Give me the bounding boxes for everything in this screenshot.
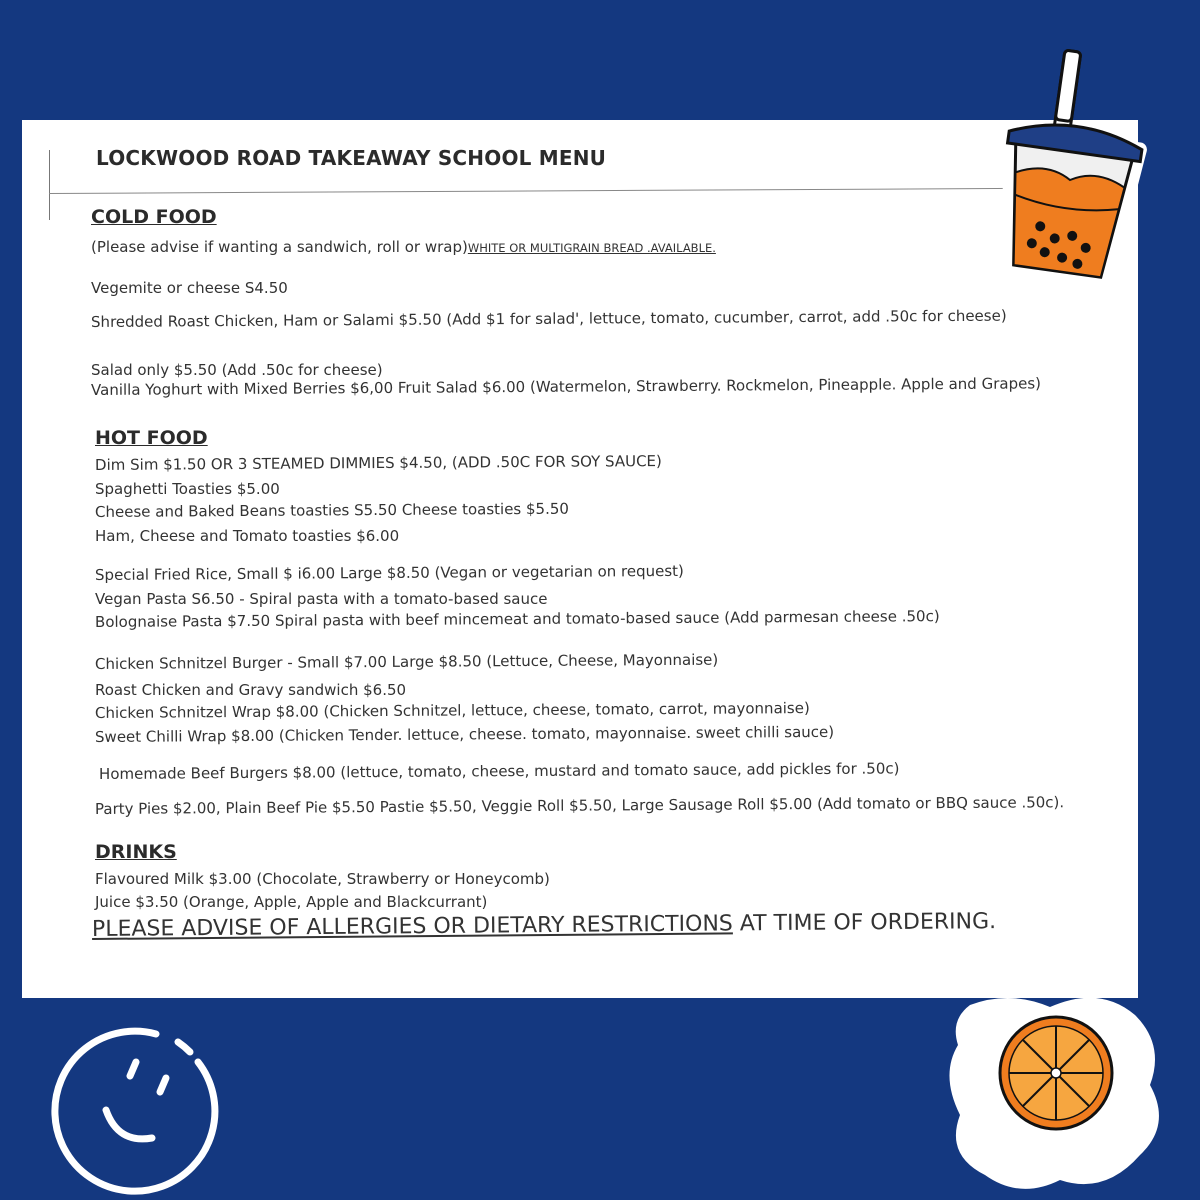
menu-item: Roast Chicken and Gravy sandwich $6.50: [95, 681, 407, 699]
menu-item: Shredded Roast Chicken, Ham or Salami $5.50 (Add $1 for salad', lettuce, tomato, cucumber, carrot, add .50c for cheese): [90, 306, 1007, 331]
bubble-tea-icon: [985, 40, 1155, 290]
menu-item: Party Pies $2.00, Plain Beef Pie $5.50 Pastie $5.50, Veggie Roll $5.50, Large Sausage Roll $5.00 (Add tomato or BBQ sauce .50c).: [94, 793, 1065, 818]
cold-food-heading: COLD FOOD: [91, 206, 217, 228]
orange-slice-icon: [940, 985, 1170, 1200]
allergy-notice-underlined: PLEASE ADVISE OF ALLERGIES OR DIETARY RESTRICTIONS: [91, 911, 733, 942]
menu-item: Sweet Chilli Wrap $8.00 (Chicken Tender. lettuce, cheese. tomato, mayonnaise. sweet chilli sauce): [94, 722, 835, 746]
menu-sheet: [22, 120, 1138, 998]
menu-item: Bolognaise Pasta $7.50 Spiral pasta with beef mincemeat and tomato-based sauce (Add parmesan cheese .50c): [94, 607, 940, 631]
menu-item: Vegemite or cheese S4.50: [91, 279, 288, 297]
menu-item: Juice $3.50 (Orange, Apple, Apple and Blackcurrant): [95, 893, 488, 911]
cold-food-note-text: (Please advise if wanting a sandwich, roll or wrap): [91, 238, 468, 256]
menu-item: Dim Sim $1.50 OR 3 STEAMED DIMMIES $4.50, (ADD .50C FOR SOY SAUCE): [94, 452, 662, 474]
menu-item: Cheese and Baked Beans toasties S5.50 Cheese toasties $5.50: [94, 499, 569, 521]
menu-item: Special Fried Rice, Small $ i6.00 Large $8.50 (Vegan or vegetarian on request): [94, 561, 684, 584]
menu-item: Flavoured Milk $3.00 (Chocolate, Strawberry or Honeycomb): [95, 870, 550, 888]
title-rule-vertical: [49, 150, 50, 220]
menu-title: LOCKWOOD ROAD TAKEAWAY SCHOOL MENU: [96, 146, 607, 170]
menu-item: Chicken Schnitzel Wrap $8.00 (Chicken Schnitzel, lettuce, cheese, tomato, carrot, mayonnaise): [94, 699, 810, 722]
drinks-heading: DRINKS: [95, 841, 177, 863]
menu-item: Chicken Schnitzel Burger - Small $7.00 Large $8.50 (Lettuce, Cheese, Mayonnaise): [94, 650, 719, 673]
menu-item: Homemade Beef Burgers $8.00 (lettuce, tomato, cheese, mustard and tomato sauce, add pickles for .50c): [98, 759, 900, 783]
menu-item: Spaghetti Toasties $5.00: [95, 480, 280, 498]
bread-availability: WHITE OR MULTIGRAIN BREAD .AVAILABLE.: [467, 241, 716, 255]
hot-food-heading: HOT FOOD: [95, 427, 208, 449]
smiley-face-icon: [48, 1022, 223, 1197]
allergy-notice-rest: AT TIME OF ORDERING.: [732, 909, 997, 937]
allergy-notice: [92, 909, 996, 942]
cold-food-note: [91, 238, 716, 256]
menu-item: Vanilla Yoghurt with Mixed Berries $6,00 Fruit Salad $6.00 (Watermelon, Strawberry. Rockmelon, Pineapple. Apple and Grapes): [90, 374, 1042, 399]
menu-item: Salad only $5.50 (Add .50c for cheese): [91, 361, 383, 379]
menu-item: Vegan Pasta S6.50 - Spiral pasta with a tomato-based sauce: [95, 590, 548, 608]
menu-item: Ham, Cheese and Tomato toasties $6.00: [95, 527, 400, 545]
title-rule-horizontal: [49, 188, 1029, 194]
